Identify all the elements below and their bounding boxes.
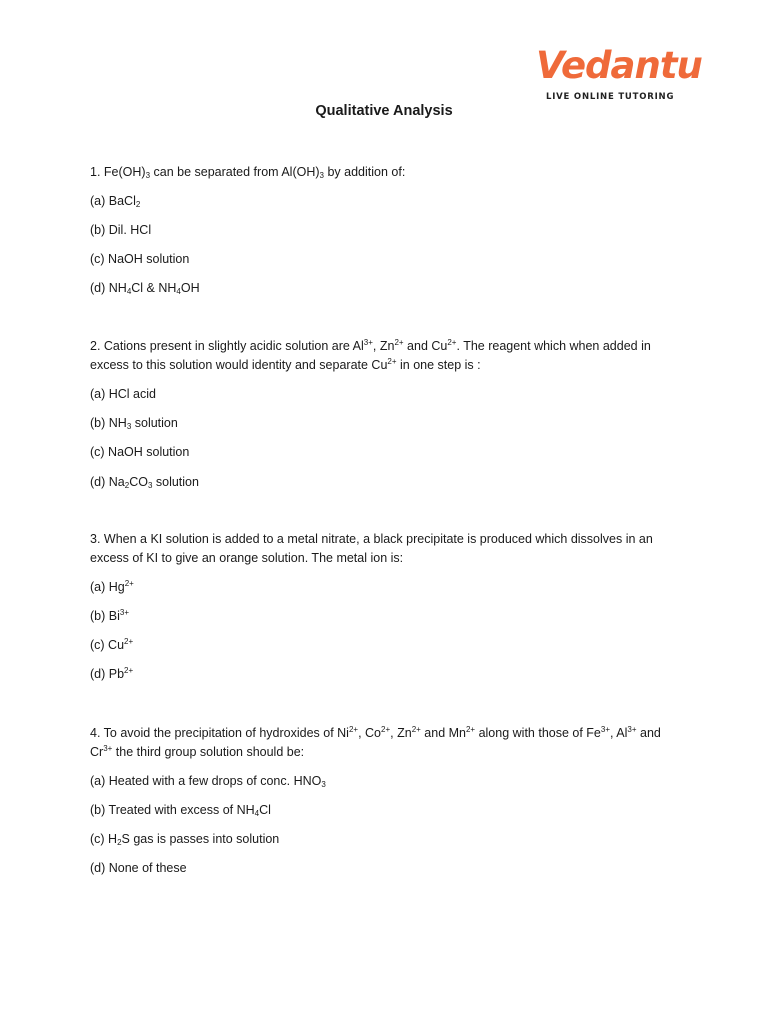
- question-3-text-line-2: excess of KI to give an orange solution. The metal ion is:: [90, 551, 404, 565]
- question-2-option-a: (a) HCl acid: [90, 387, 156, 401]
- page-title: Qualitative Analysis: [315, 103, 453, 119]
- question-2-text-line-2: excess to this solution would identity and separate $Cu^{2+}$ in one step is :: [90, 357, 481, 372]
- question-2-option-b: (b) $NH_3$ solution: [90, 416, 178, 431]
- question-3-option-c: (c) $Cu^{2+}$: [90, 637, 134, 652]
- question-1-option-a: (a) BaCl$_2$: [90, 194, 141, 209]
- question-4-text-line-1: 4. To avoid the precipitation of hydroxides of $Ni^{2+}$, $Co^{2+}$, $Zn^{2+}$ and $Mn^{2+}$ along with those of $Fe^{3+}$, $Al^{3+}$ and: [90, 725, 661, 740]
- question-2-option-d: (d) $Na_2CO_3$ solution: [90, 475, 199, 490]
- question-4-option-a: (a) Heated with a few drops of conc. $HNO_3$: [90, 774, 326, 789]
- question-1-option-d: (d) $NH_4Cl$ & $NH_4OH$: [90, 281, 200, 296]
- vedantu-logo: [536, 44, 702, 106]
- question-1-text: 1. $Fe(OH)_3$ can be separated from $Al(OH)_3$ by addition of:: [90, 165, 406, 180]
- question-1-option-c: (c) NaOH solution: [90, 252, 190, 266]
- question-3-option-a: (a) $Hg^{2+}$: [90, 579, 134, 594]
- question-2-option-c: (c) NaOH solution: [90, 445, 190, 459]
- question-3-text-line-1: 3. When a KI solution is added to a metal nitrate, a black precipitate is produced which dissolves in an: [90, 532, 653, 546]
- question-4-text-line-2: $Cr^{3+}$ the third group solution should be:: [90, 744, 305, 759]
- question-2-text-line-1: 2. Cations present in slightly acidic solution are $Al^{3+}$, $Zn^{2+}$ and $Cu^{2+}$. The reagent which when added in: [90, 338, 651, 353]
- question-4-option-b: (b) Treated with excess of $NH_4Cl$: [90, 803, 271, 818]
- question-4-option-d: (d) None of these: [90, 861, 187, 875]
- question-3-option-b: (b) $Bi^{3+}$: [90, 608, 129, 623]
- question-1-option-b: (b) Dil. HCl: [90, 223, 152, 237]
- question-4-option-c: (c) $H_2S$ gas is passes into solution: [90, 832, 280, 847]
- logo-tagline: LIVE ONLINE TUTORING: [546, 92, 675, 102]
- question-3-option-d: (d) $Pb^{2+}$: [90, 666, 134, 681]
- logo-wordmark: Vedantu: [536, 44, 702, 87]
